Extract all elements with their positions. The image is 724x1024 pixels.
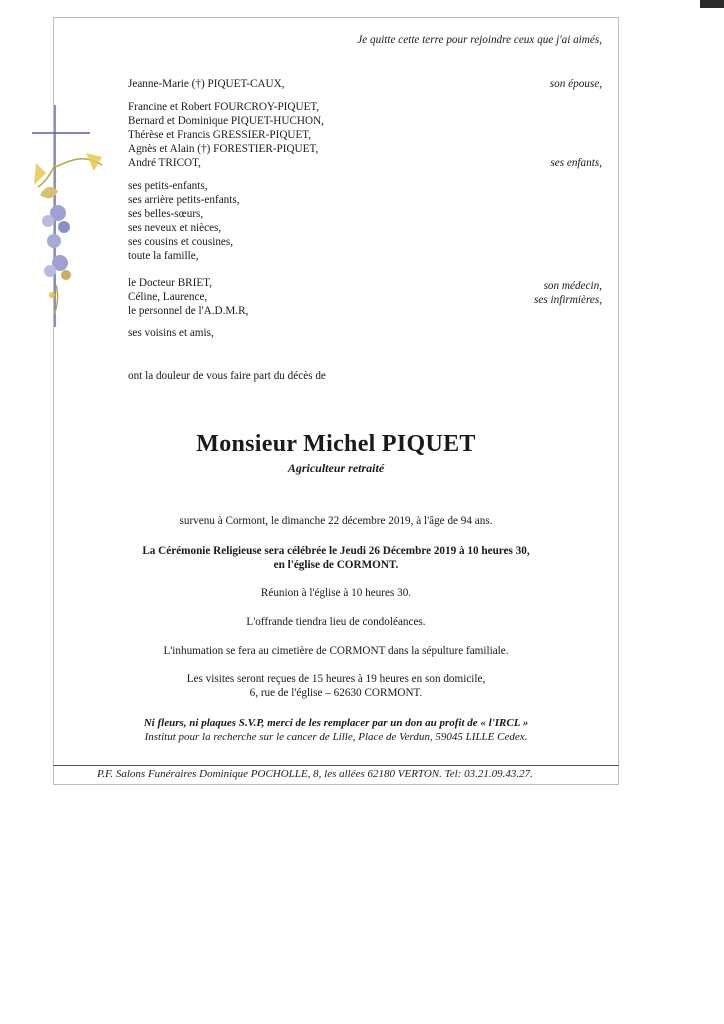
visits-line-1: Les visites seront reçues de 15 heures à 19 heures en son domicile,	[186, 673, 486, 685]
scan-edge	[700, 0, 724, 8]
visits-line-2: 6, rue de l'église – 62630 CORMONT.	[249, 687, 423, 699]
funeral-home-footer: P.F. Salons Funéraires Dominique POCHOLLE, 8, les allées 62180 VERTON. Tel: 03.21.09.43.27.	[97, 768, 533, 780]
footer-divider	[53, 765, 619, 766]
flowers-line-2: Institut pour la recherche sur le cancer de Lille, Place de Verdun, 59045 LILLE Cedex.	[144, 731, 528, 743]
child-4: Agnès et Alain (†) FORESTIER-PIQUET,	[128, 143, 319, 155]
children-relation: ses enfants,	[550, 157, 602, 169]
extended-5: ses cousins et cousines,	[128, 236, 234, 248]
spouse-name: Jeanne-Marie (†) PIQUET-CAUX,	[128, 78, 285, 90]
spouse-relation: son épouse,	[549, 78, 602, 90]
death-details: survenu à Cormont, le dimanche 22 décembre 2019, à l'âge de 94 ans.	[179, 515, 493, 527]
doctor-relation: son médecin,	[543, 280, 602, 292]
extended-3: ses belles-sœurs,	[128, 208, 204, 220]
child-3: Thérèse et Francis GRESSIER-PIQUET,	[128, 129, 312, 141]
announcement: ont la douleur de vous faire part du décès de	[128, 370, 326, 382]
medical-3: le personnel de l'A.D.M.R,	[128, 305, 249, 317]
neighbors: ses voisins et amis,	[128, 327, 214, 339]
ceremony-line-1: La Cérémonie Religieuse sera célébrée le Jeudi 26 Décembre 2019 à 10 heures 30,	[142, 545, 530, 557]
deceased-profession: Agriculteur retraité	[287, 461, 385, 475]
flowers-line-1: Ni fleurs, ni plaques S.V.P, merci de les remplacer par un don au profit de « l'IRCL »	[143, 717, 529, 729]
offering: L'offrande tiendra lieu de condoléances.	[246, 616, 426, 628]
cross-lily-icon	[30, 95, 110, 335]
deceased-name: Monsieur Michel PIQUET	[196, 431, 476, 457]
burial: L'inhumation se fera au cimetière de CORMONT dans la sépulture familiale.	[163, 645, 509, 657]
extended-1: ses petits-enfants,	[128, 180, 208, 192]
medical-1: le Docteur BRIET,	[128, 277, 212, 289]
extended-6: toute la famille,	[128, 250, 199, 262]
epigraph: Je quitte cette terre pour rejoindre ceux que j'ai aimés,	[357, 34, 602, 46]
nurses-relation: ses infirmières,	[534, 294, 602, 306]
child-1: Francine et Robert FOURCROY-PIQUET,	[128, 101, 320, 113]
extended-2: ses arrière petits-enfants,	[128, 194, 240, 206]
extended-4: ses neveux et nièces,	[128, 222, 222, 234]
child-2: Bernard et Dominique PIQUET-HUCHON,	[128, 115, 324, 127]
reunion: Réunion à l'église à 10 heures 30.	[260, 587, 412, 599]
child-5: André TRICOT,	[128, 157, 201, 169]
medical-2: Céline, Laurence,	[128, 291, 208, 303]
ceremony-line-2: en l'église de CORMONT.	[273, 559, 399, 571]
